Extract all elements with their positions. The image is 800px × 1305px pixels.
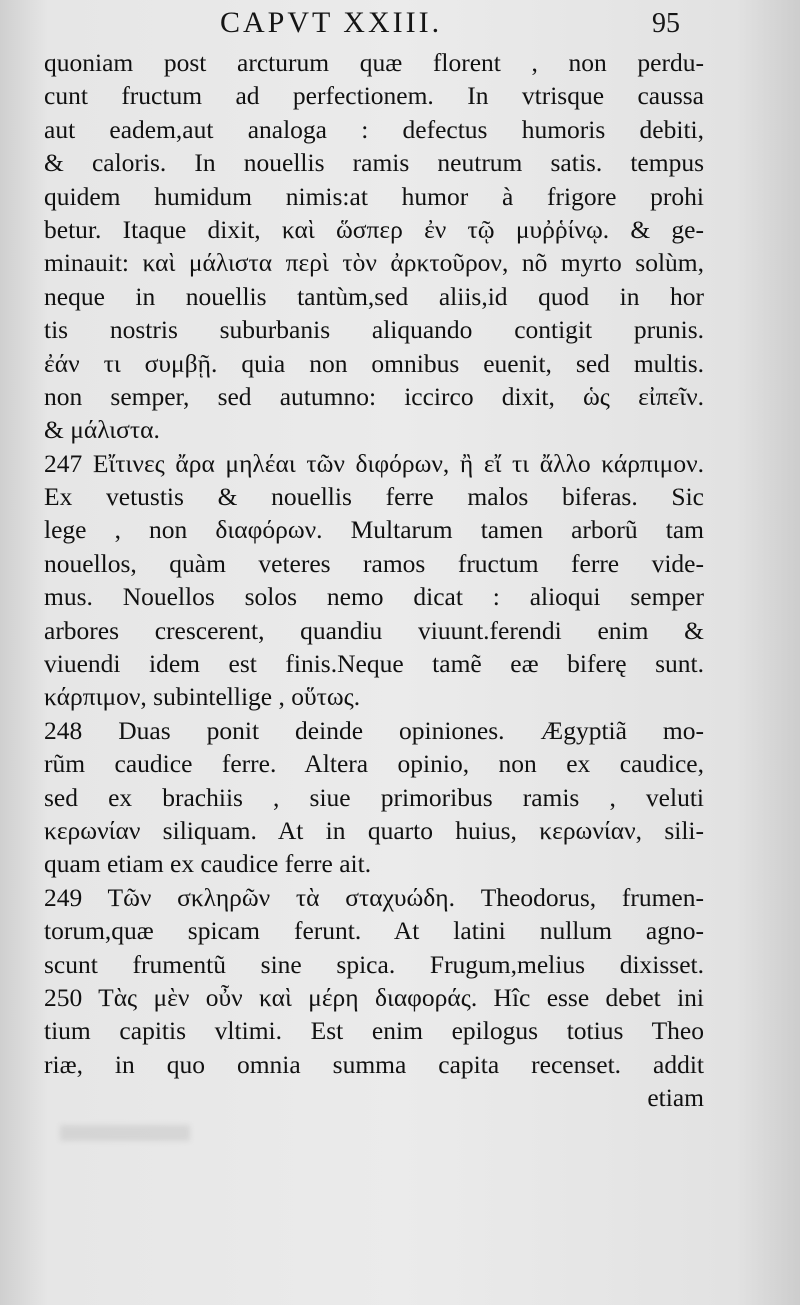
running-head: CAPVT XXIII. [220, 6, 443, 39]
text-line: arbores crescerent, quandiu viuunt.ferendi enim & [44, 615, 704, 645]
text-line: κερωνίαν siliquam. At in quarto huius, κερωνίαν, sili- [44, 815, 704, 845]
text-line: quam etiam ex caudice ferre ait. [44, 849, 372, 879]
text-line: neque in nouellis tantùm,sed aliis,id quod in hor [44, 281, 704, 311]
text-line: riæ, in quo omnia summa capita recenset. addit [44, 1049, 704, 1079]
text-line: tis nostris suburbanis aliquando contigit prunis. [44, 315, 704, 345]
text-line: scunt frumentũ sine spica. Frugum,melius dixisset. [44, 949, 704, 979]
body-text [44, 46, 704, 1115]
text-line: lege , non διαφόρων. Multarum tamen arborũ tam [44, 515, 704, 545]
note-248-heading: 248 Duas ponit deinde opiniones. Ægyptiã mo- [44, 715, 704, 745]
text-line: & caloris. In nouellis ramis neutrum satis. tempus [44, 148, 704, 178]
text-line: quoniam post arcturum quæ florent , non perdu- [44, 48, 704, 77]
text-line: & μάλιστα. [44, 415, 160, 445]
catchword: etiam [647, 1083, 704, 1113]
text-line: mus. Nouellos solos nemo dicat : alioqui semper [44, 582, 704, 612]
text-line: cunt fructum ad perfectionem. In vtrisque caussa [44, 81, 704, 111]
note-247-heading: 247 Εἴτινες ἄρα μηλέαι τῶν διφόρων, ἢ εἴ τι ἄλλο κάρπιμον. [44, 448, 704, 478]
text-line: non semper, sed autumno: iccirco dixit, ὡς εἰπεῖν. [44, 381, 704, 411]
page-number: 95 [652, 8, 680, 39]
note-250-heading: 250 Τὰς μὲν οὖν καὶ μέρη διαφοράς. Hîc esse debet ini [44, 982, 704, 1012]
note-249-heading: 249 Τῶν σκληρῶν τὰ σταχυώδη. Theodorus, frumen- [44, 882, 704, 912]
text-line: quidem humidum nimis:at humor à frigore prohi [44, 181, 704, 211]
text-line: torum,quæ spicam ferunt. At latini nullum agno- [44, 916, 704, 946]
text-line: aut eadem,aut analoga : defectus humoris debiti, [44, 114, 704, 144]
text-line: viuendi idem est finis.Neque tamẽ eæ biferę sunt. [44, 649, 704, 679]
text-line: κάρπιμον, subintellige , οὕτως. [44, 682, 361, 712]
text-line: sed ex brachiis , siue primoribus ramis , veluti [44, 782, 704, 812]
text-line: nouellos, quàm veteres ramos fructum ferre vide- [44, 548, 704, 578]
text-line: Ex vetustis & nouellis ferre malos biferas. Sic [44, 482, 704, 512]
text-line: ἐάν τι συμβῇ. quia non omnibus euenit, sed multis. [44, 348, 704, 378]
page-header [0, 4, 800, 40]
text-line: minauit: καὶ μάλιστα περὶ τὸν ἀρκτοῦρον, nõ myrto solùm, [44, 248, 704, 278]
ink-smudge [60, 1125, 190, 1141]
text-line: betur. Itaque dixit, καὶ ὥσπερ ἐν τῷ μυῤῥίνῳ. & ge- [44, 214, 704, 244]
text-line: tium capitis vltimi. Est enim epilogus totius Theo [44, 1016, 704, 1046]
text-line: rũm caudice ferre. Altera opinio, non ex caudice, [44, 749, 704, 779]
